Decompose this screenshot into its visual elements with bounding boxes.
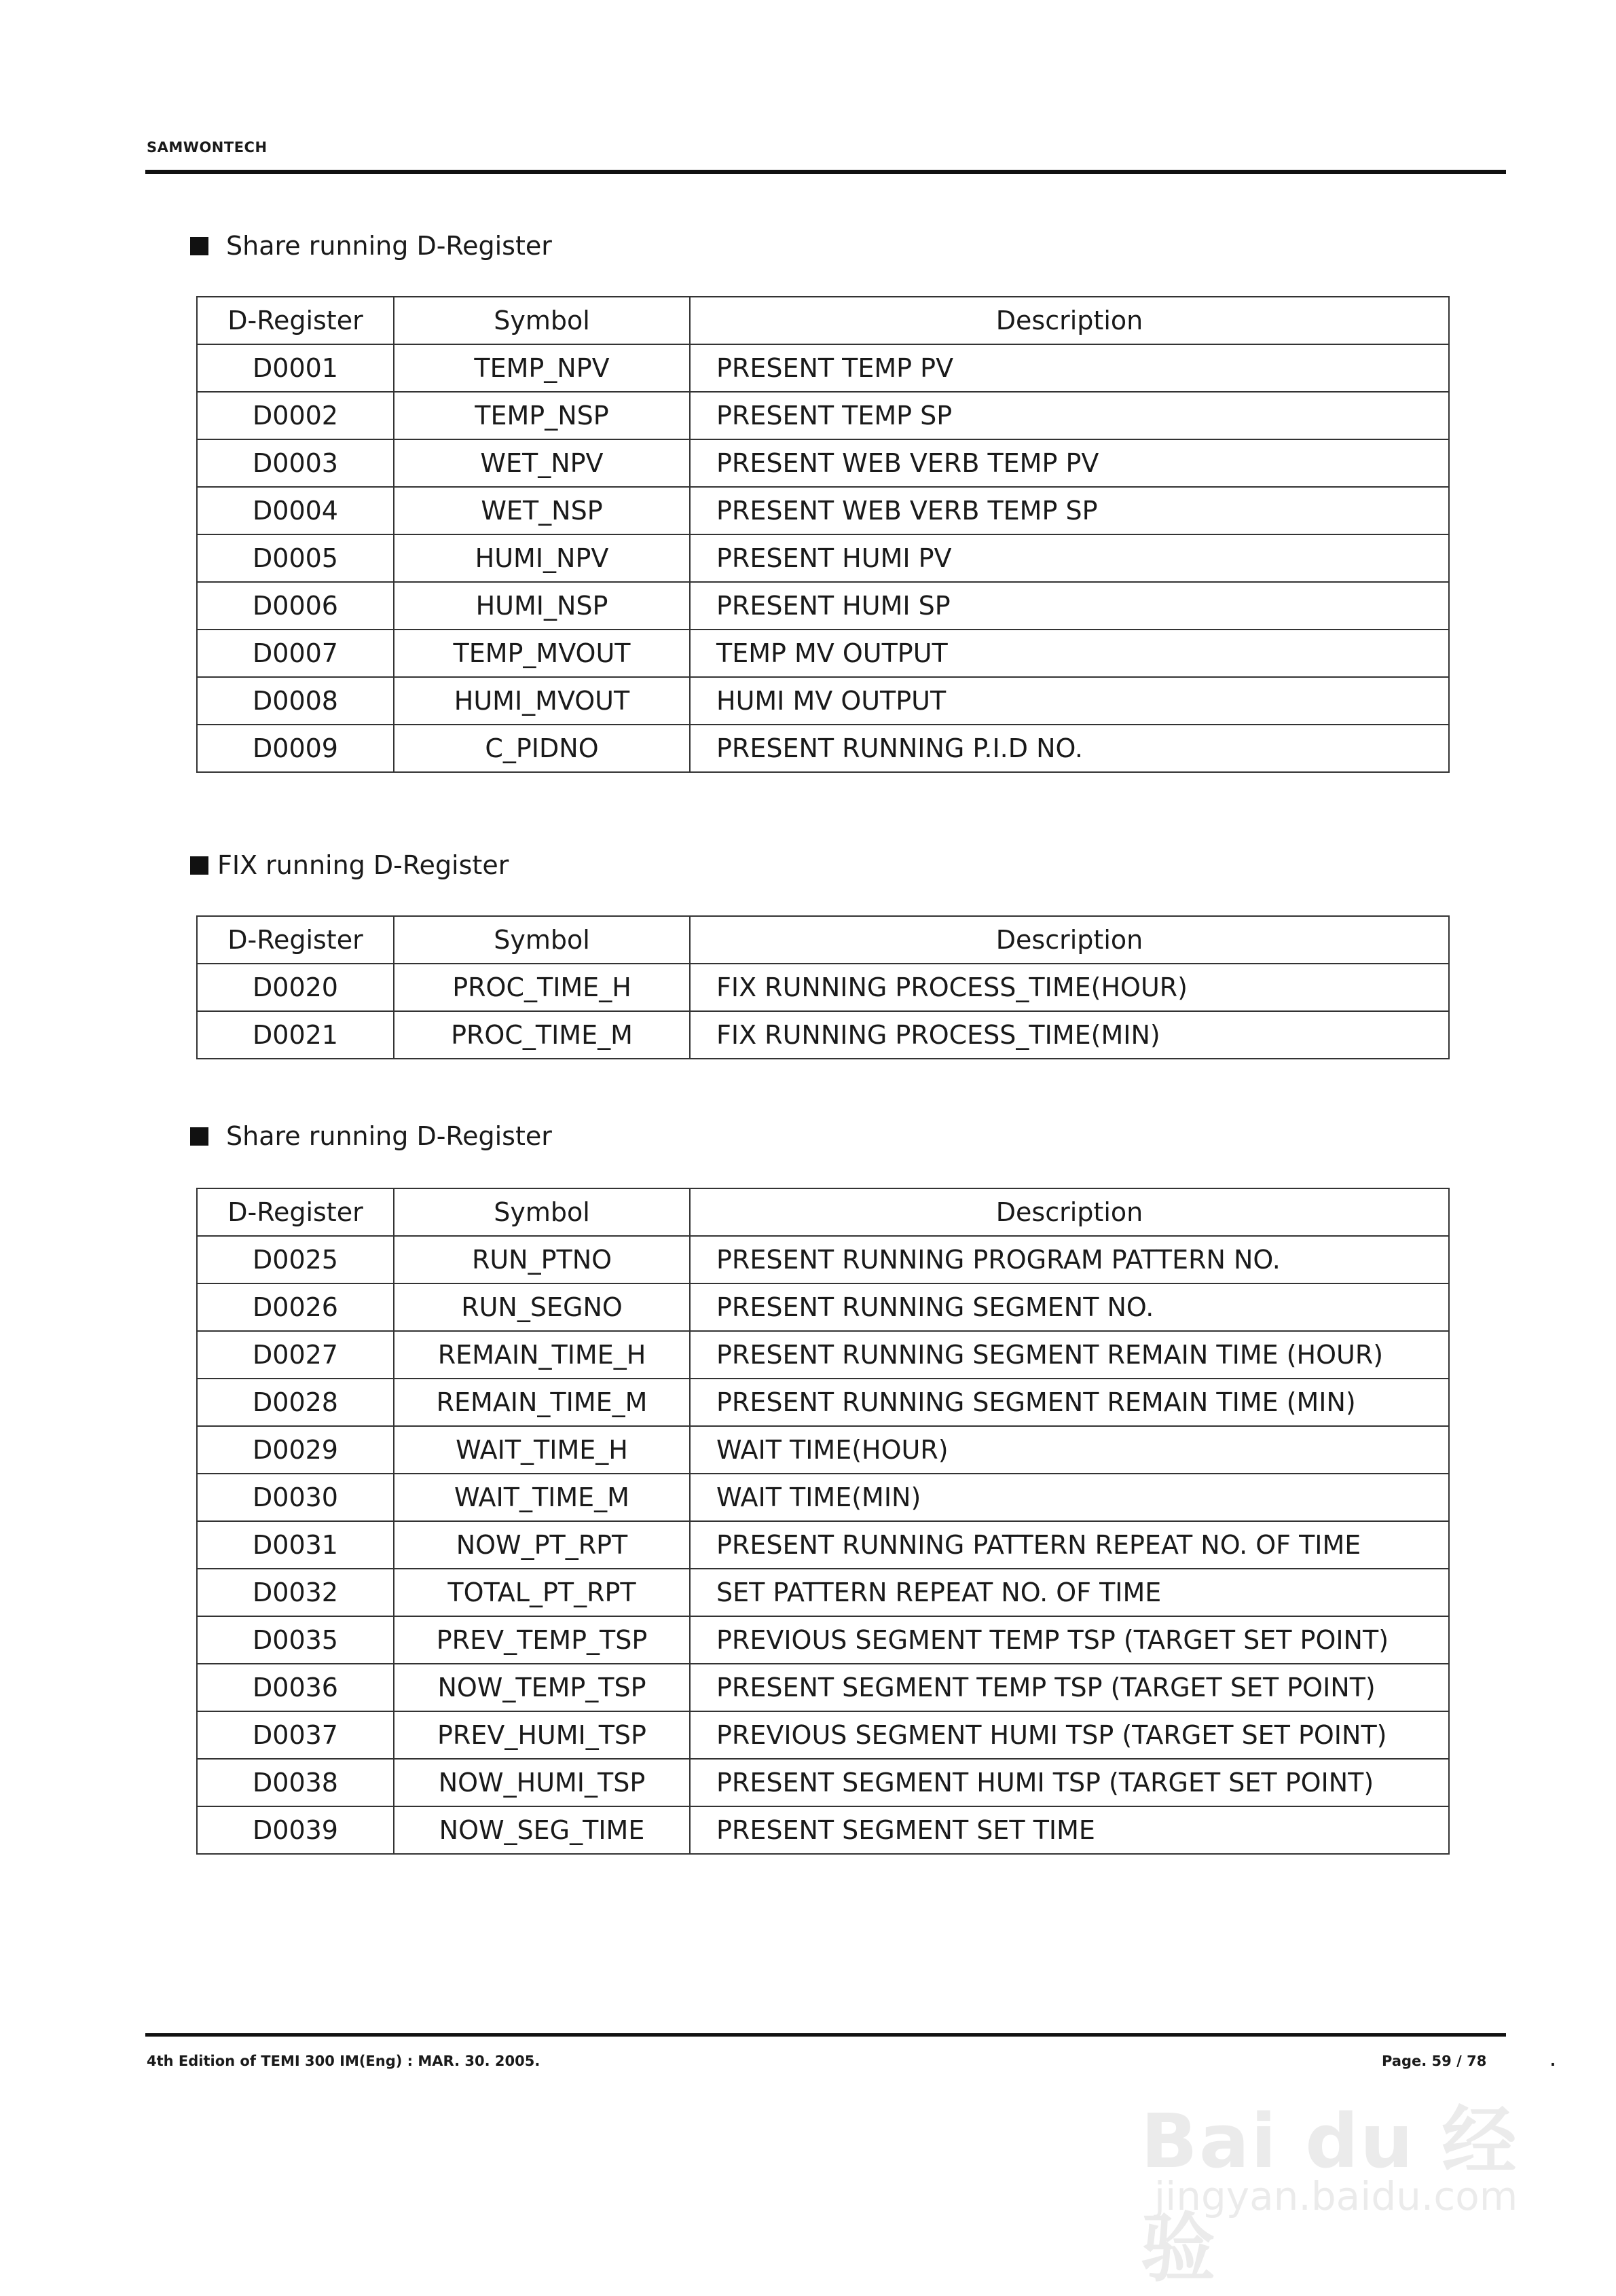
column-header: D-Register — [197, 916, 394, 964]
table-row — [197, 630, 1449, 677]
header-rule — [145, 170, 1506, 174]
column-header: Symbol — [394, 297, 690, 344]
bullet-square-icon — [190, 856, 208, 875]
table-header-row — [197, 916, 1449, 964]
table-row — [197, 1806, 1449, 1854]
description-cell: PRESENT TEMP PV — [690, 344, 1449, 392]
symbol-cell: WAIT_TIME_H — [394, 1426, 690, 1474]
bullet-square-icon — [190, 1127, 208, 1146]
description-cell: PRESENT SEGMENT HUMI TSP (TARGET SET POINT) — [690, 1759, 1449, 1806]
description-cell: PRESENT HUMI SP — [690, 582, 1449, 630]
table-row — [197, 1011, 1449, 1059]
section-title — [190, 231, 552, 261]
description-cell: PRESENT WEB VERB TEMP SP — [690, 487, 1449, 534]
symbol-cell: WAIT_TIME_M — [394, 1474, 690, 1521]
register-cell: D0006 — [197, 582, 394, 630]
symbol-cell: NOW_TEMP_TSP — [394, 1664, 690, 1711]
register-cell: D0027 — [197, 1331, 394, 1379]
table-row — [197, 1616, 1449, 1664]
column-header: D-Register — [197, 1188, 394, 1236]
footer-rule — [145, 2033, 1506, 2037]
register-cell: D0038 — [197, 1759, 394, 1806]
description-cell: PRESENT SEGMENT TEMP TSP (TARGET SET POINT) — [690, 1664, 1449, 1711]
description-cell: FIX RUNNING PROCESS_TIME(MIN) — [690, 1011, 1449, 1059]
table-row — [197, 439, 1449, 487]
symbol-cell: TOTAL_PT_RPT — [394, 1569, 690, 1616]
table-row — [197, 964, 1449, 1011]
register-cell: D0028 — [197, 1379, 394, 1426]
register-cell: D0032 — [197, 1569, 394, 1616]
section-title — [190, 850, 509, 880]
register-cell: D0039 — [197, 1806, 394, 1854]
register-cell: D0004 — [197, 487, 394, 534]
section-title-text: FIX running D-Register — [217, 850, 509, 880]
register-cell: D0037 — [197, 1711, 394, 1759]
register-cell: D0029 — [197, 1426, 394, 1474]
edition-note: 4th Edition of TEMI 300 IM(Eng) : MAR. 30. 2005. — [147, 2053, 540, 2069]
description-cell: FIX RUNNING PROCESS_TIME(HOUR) — [690, 964, 1449, 1011]
column-header: Description — [690, 297, 1449, 344]
symbol-cell: PROC_TIME_M — [394, 1011, 690, 1059]
table-row — [197, 344, 1449, 392]
column-header: Description — [690, 1188, 1449, 1236]
table-row — [197, 534, 1449, 582]
column-header: Description — [690, 916, 1449, 964]
register-cell: D0001 — [197, 344, 394, 392]
symbol-cell: TEMP_MVOUT — [394, 630, 690, 677]
symbol-cell: WET_NPV — [394, 439, 690, 487]
description-cell: PRESENT RUNNING SEGMENT REMAIN TIME (HOUR) — [690, 1331, 1449, 1379]
description-cell: PRESENT RUNNING PATTERN REPEAT NO. OF TIME — [690, 1521, 1449, 1569]
symbol-cell: PREV_TEMP_TSP — [394, 1616, 690, 1664]
table-row — [197, 1474, 1449, 1521]
symbol-cell: PROC_TIME_H — [394, 964, 690, 1011]
table-header-row — [197, 297, 1449, 344]
table-row — [197, 1331, 1449, 1379]
page-number: Page. 59 / 78 — [1382, 2053, 1487, 2069]
bullet-square-icon — [190, 237, 208, 255]
table-row — [197, 1426, 1449, 1474]
table-row — [197, 1236, 1449, 1283]
symbol-cell: WET_NSP — [394, 487, 690, 534]
register-cell: D0021 — [197, 1011, 394, 1059]
register-cell: D0035 — [197, 1616, 394, 1664]
description-cell: TEMP MV OUTPUT — [690, 630, 1449, 677]
description-cell: PRESENT HUMI PV — [690, 534, 1449, 582]
section-title-text: Share running D-Register — [226, 1121, 552, 1151]
register-cell: D0036 — [197, 1664, 394, 1711]
register-cell: D0009 — [197, 725, 394, 772]
symbol-cell: NOW_PT_RPT — [394, 1521, 690, 1569]
table-row — [197, 582, 1449, 630]
description-cell: HUMI MV OUTPUT — [690, 677, 1449, 725]
table-row — [197, 1283, 1449, 1331]
column-header: Symbol — [394, 1188, 690, 1236]
register-cell: D0025 — [197, 1236, 394, 1283]
table-row — [197, 1759, 1449, 1806]
section-title-text: Share running D-Register — [226, 231, 552, 261]
symbol-cell: HUMI_NSP — [394, 582, 690, 630]
table-row — [197, 677, 1449, 725]
table-row — [197, 1521, 1449, 1569]
description-cell: PREVIOUS SEGMENT HUMI TSP (TARGET SET POINT) — [690, 1711, 1449, 1759]
register-cell: D0003 — [197, 439, 394, 487]
description-cell: PRESENT WEB VERB TEMP PV — [690, 439, 1449, 487]
footer-dot: . — [1550, 2053, 1556, 2069]
register-cell: D0007 — [197, 630, 394, 677]
register-cell: D0002 — [197, 392, 394, 439]
description-cell: PRESENT RUNNING P.I.D NO. — [690, 725, 1449, 772]
symbol-cell: REMAIN_TIME_M — [394, 1379, 690, 1426]
section-title — [190, 1121, 552, 1151]
symbol-cell: PREV_HUMI_TSP — [394, 1711, 690, 1759]
baidu-watermark — [1127, 2044, 1535, 2292]
register-cell: D0026 — [197, 1283, 394, 1331]
table-row — [197, 1664, 1449, 1711]
company-header: SAMWONTECH — [147, 139, 268, 156]
description-cell: PRESENT SEGMENT SET TIME — [690, 1806, 1449, 1854]
description-cell: PRESENT RUNNING SEGMENT NO. — [690, 1283, 1449, 1331]
table-row — [197, 392, 1449, 439]
symbol-cell: REMAIN_TIME_H — [394, 1331, 690, 1379]
symbol-cell: HUMI_MVOUT — [394, 677, 690, 725]
column-header: Symbol — [394, 916, 690, 964]
symbol-cell: NOW_HUMI_TSP — [394, 1759, 690, 1806]
register-cell: D0030 — [197, 1474, 394, 1521]
symbol-cell: RUN_SEGNO — [394, 1283, 690, 1331]
table-header-row — [197, 1188, 1449, 1236]
table-row — [197, 487, 1449, 534]
description-cell: WAIT TIME(HOUR) — [690, 1426, 1449, 1474]
column-header: D-Register — [197, 297, 394, 344]
symbol-cell: NOW_SEG_TIME — [394, 1806, 690, 1854]
table-row — [197, 725, 1449, 772]
description-cell: PRESENT RUNNING PROGRAM PATTERN NO. — [690, 1236, 1449, 1283]
register-table — [196, 296, 1450, 773]
description-cell: SET PATTERN REPEAT NO. OF TIME — [690, 1569, 1449, 1616]
table-row — [197, 1711, 1449, 1759]
description-cell: PRESENT TEMP SP — [690, 392, 1449, 439]
symbol-cell: C_PIDNO — [394, 725, 690, 772]
symbol-cell: HUMI_NPV — [394, 534, 690, 582]
symbol-cell: RUN_PTNO — [394, 1236, 690, 1283]
register-cell: D0005 — [197, 534, 394, 582]
description-cell: WAIT TIME(MIN) — [690, 1474, 1449, 1521]
description-cell: PRESENT RUNNING SEGMENT REMAIN TIME (MIN) — [690, 1379, 1449, 1426]
watermark-url: jingyan.baidu.com — [1154, 2173, 1518, 2219]
symbol-cell: TEMP_NPV — [394, 344, 690, 392]
table-row — [197, 1379, 1449, 1426]
register-cell: D0020 — [197, 964, 394, 1011]
register-table — [196, 1188, 1450, 1855]
watermark-brand: Bai du 经验 — [1141, 2098, 1518, 2292]
register-cell: D0008 — [197, 677, 394, 725]
register-table — [196, 915, 1450, 1059]
table-row — [197, 1569, 1449, 1616]
register-cell: D0031 — [197, 1521, 394, 1569]
symbol-cell: TEMP_NSP — [394, 392, 690, 439]
description-cell: PREVIOUS SEGMENT TEMP TSP (TARGET SET POINT) — [690, 1616, 1449, 1664]
